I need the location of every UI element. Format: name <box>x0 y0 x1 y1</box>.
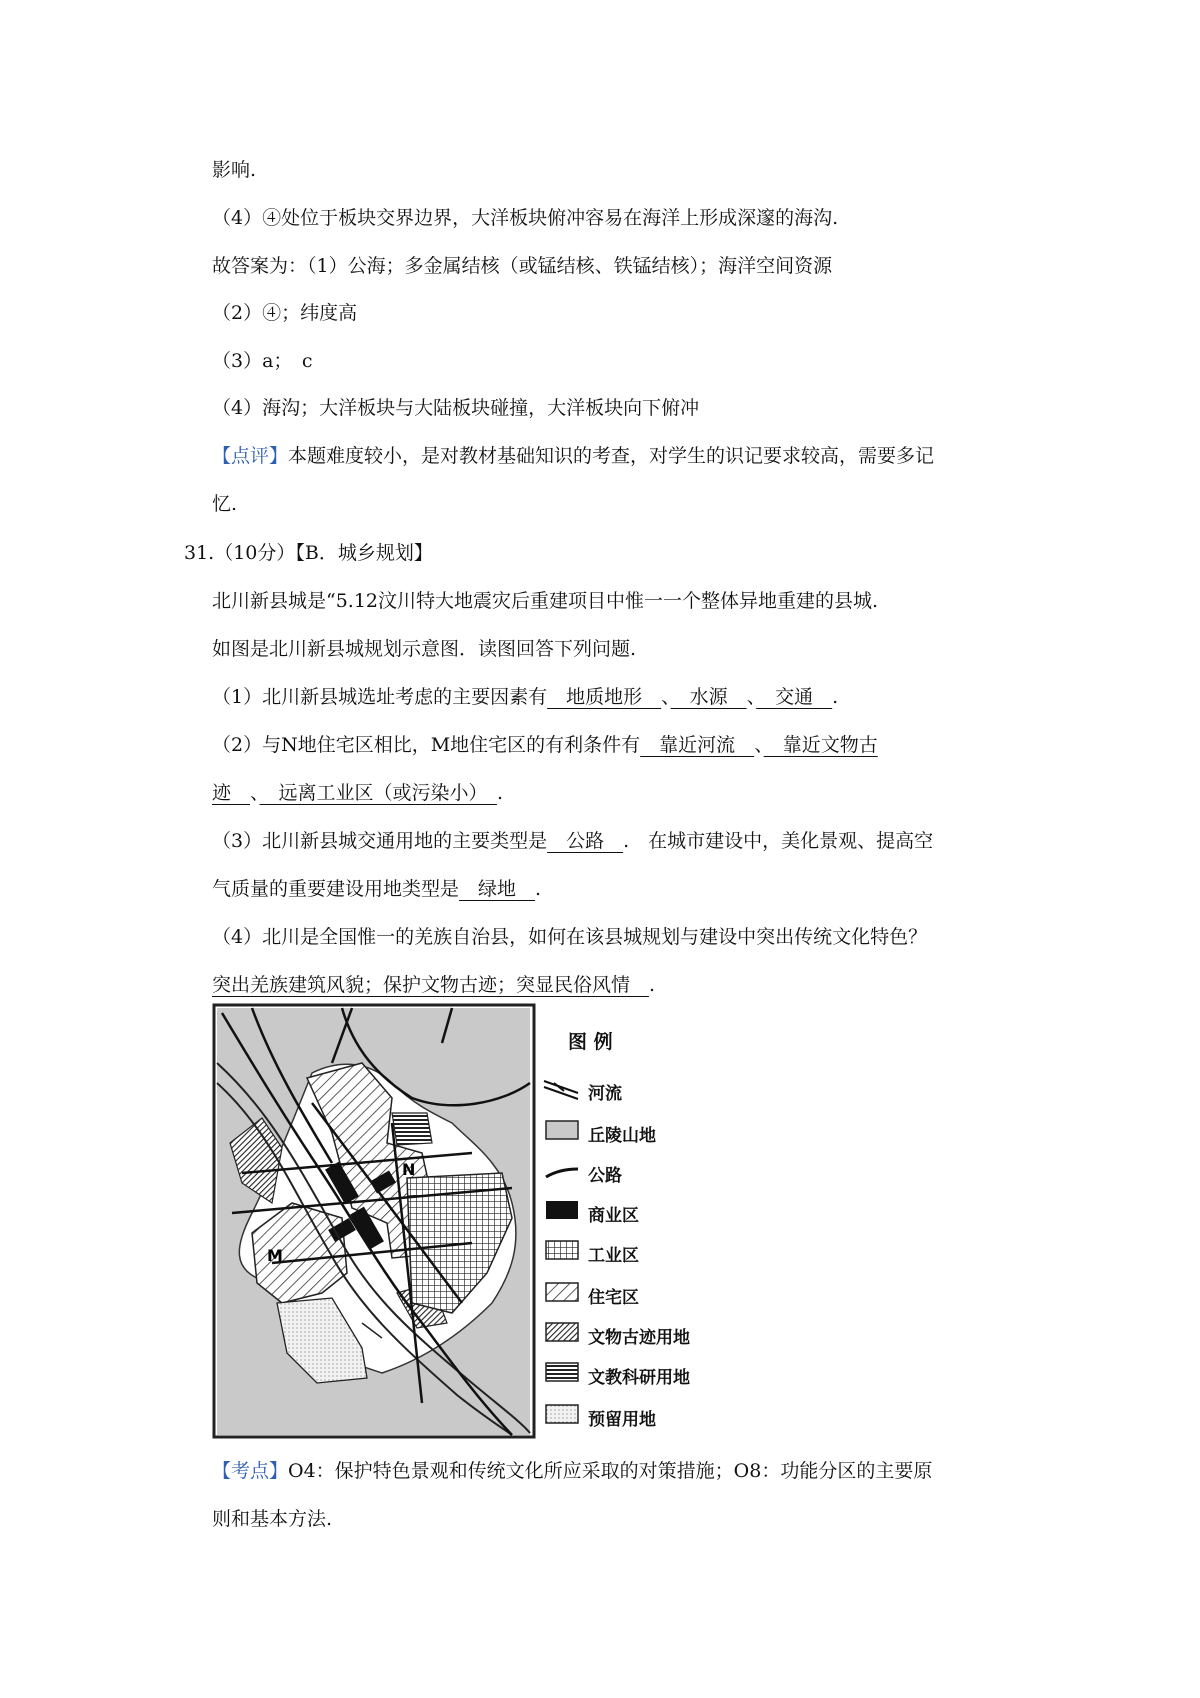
question-4-answer <box>212 972 655 998</box>
comment-line <box>212 443 934 469</box>
comment-tag: 【点评】 <box>212 445 289 467</box>
text-line: 如图是北川新县城规划示意图．读图回答下列问题. <box>212 638 637 660</box>
text-line: （4）④处位于板块交界边界，大洋板块俯冲容易在海洋上形成深邃的海沟. <box>212 207 839 229</box>
legend-label-education: 文教科研用地 <box>588 1368 690 1388</box>
knowledge-point-text: O4：保护特色景观和传统文化所应采取的对策措施；O8：功能分区的主要原 <box>288 1460 933 1482</box>
question-3-cont <box>212 876 541 902</box>
text-line: 影响. <box>212 159 257 181</box>
question-3 <box>212 828 933 854</box>
legend-label-reserved: 预留用地 <box>588 1410 656 1430</box>
q3-answer-1: 公路 <box>547 830 624 852</box>
separator: 、 <box>661 686 671 708</box>
q3-text-mid: . 在城市建设中，美化景观、提高空 <box>623 830 934 852</box>
q2-answer-3: 远离工业区（或污染小） <box>259 782 498 804</box>
q1-text: （1）北川新县城选址考虑的主要因素有 <box>212 686 548 708</box>
separator: 、 <box>754 734 764 756</box>
county-plan-map-figure <box>212 1003 732 1439</box>
legend-residential-swatch <box>546 1283 578 1301</box>
q1-answer-1: 地质地形 <box>547 686 662 708</box>
knowledge-point-tag: 【考点】 <box>212 1460 289 1482</box>
comment-text: 本题难度较小，是对教材基础知识的考查，对学生的识记要求较高，需要多记 <box>288 445 935 467</box>
legend-label-hill: 丘陵山地 <box>588 1126 656 1146</box>
separator: 、 <box>746 686 757 708</box>
q2-answer-2-cont: 迹 <box>212 782 251 804</box>
question-2-cont <box>212 780 503 806</box>
legend-label-road: 公路 <box>588 1166 622 1186</box>
question-1 <box>212 684 838 710</box>
separator: 、 <box>250 782 260 804</box>
q3-text: （3）北川新县城交通用地的主要类型是 <box>212 830 548 852</box>
text-line: 故答案为：（1）公海；多金属结核（或锰结核、铁锰结核）；海洋空间资源 <box>212 255 833 277</box>
knowledge-point-line <box>212 1458 932 1484</box>
legend-river-icon <box>544 1081 578 1099</box>
q2-text: （2）与N地住宅区相比，M地住宅区的有利条件有 <box>212 734 641 756</box>
map-label-m: M <box>267 1246 283 1265</box>
text-line: 则和基本方法. <box>212 1508 333 1530</box>
q3-answer-2: 绿地 <box>459 878 536 900</box>
text-line: （4）海沟；大洋板块与大陆板块碰撞，大洋板块向下俯冲 <box>212 397 700 419</box>
legend-label-heritage: 文物古迹用地 <box>588 1328 690 1348</box>
period: . <box>649 974 656 996</box>
text-line: （3）a； c <box>212 350 313 372</box>
q1-answer-3: 交通 <box>756 686 833 708</box>
legend-swatches <box>542 1073 582 1433</box>
text-line: 北川新县城是“5.12汶川特大地震灾后重建项目中惟一一个整体异地重建的县城. <box>212 590 879 612</box>
legend-education-swatch <box>546 1363 578 1381</box>
period: . <box>497 782 504 804</box>
question-4: （4）北川是全国惟一的羌族自治县，如何在该县城规划与建设中突出传统文化特色？ <box>212 926 928 948</box>
q4-answer: 突出羌族建筑风貌；保护文物古迹；突显民俗风情 <box>212 974 650 996</box>
legend-title: 图 例 <box>568 1031 613 1053</box>
map-label-n: N <box>402 1160 416 1179</box>
text-line: 忆. <box>212 493 238 515</box>
legend-road-icon <box>546 1169 578 1177</box>
legend-label-residential: 住宅区 <box>588 1288 639 1308</box>
q3-text-cont: 气质量的重要建设用地类型是 <box>212 878 460 900</box>
legend-label-commercial: 商业区 <box>588 1206 639 1226</box>
q1-answer-2: 水源 <box>670 686 747 708</box>
question-2 <box>212 732 878 758</box>
period: . <box>535 878 542 900</box>
legend-label-river: 河流 <box>588 1084 622 1104</box>
legend-commercial-swatch <box>546 1201 578 1219</box>
period: . <box>832 686 839 708</box>
legend-label-industrial: 工业区 <box>588 1246 639 1266</box>
legend-reserved-swatch <box>546 1405 578 1423</box>
legend-industrial-swatch <box>546 1241 578 1259</box>
question-heading: 31.（10分）【B．城乡规划】 <box>184 542 433 564</box>
text-line: （2）④；纬度高 <box>212 302 358 324</box>
legend-hill-swatch <box>546 1121 578 1139</box>
education-zone <box>392 1113 432 1145</box>
q2-answer-1: 靠近河流 <box>640 734 755 756</box>
q2-answer-2: 靠近文物古 <box>763 734 878 756</box>
legend-heritage-swatch <box>546 1323 578 1341</box>
